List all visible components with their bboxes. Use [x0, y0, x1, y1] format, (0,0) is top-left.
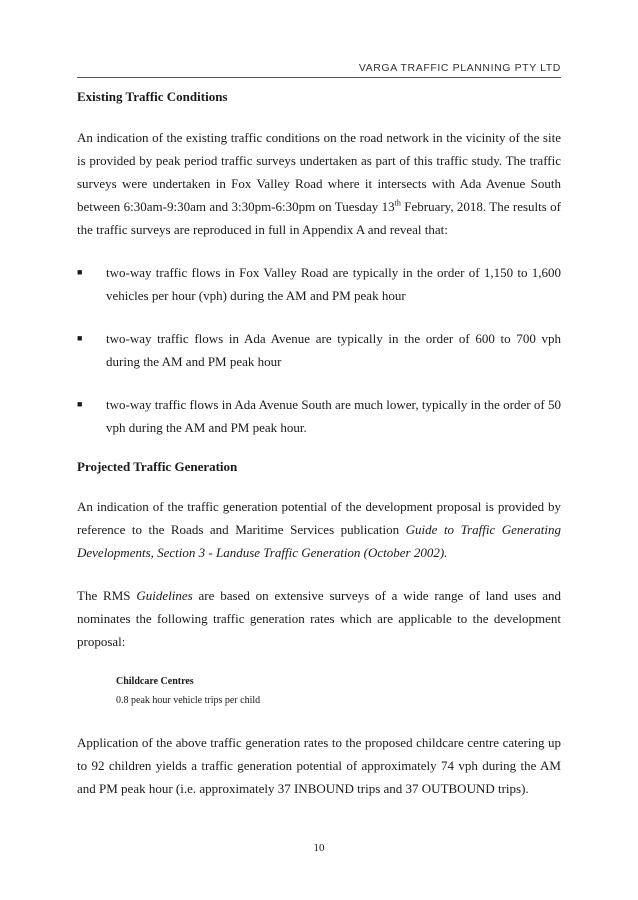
superscript-th: th: [394, 198, 401, 208]
list-item: [77, 393, 561, 439]
page-number: 10: [313, 842, 325, 854]
section-heading-projected-generation: Projected Traffic Generation: [77, 459, 238, 474]
list-item-text: two-way traffic flows in Ada Avenue are typically in the order of 600 to 700 vph during the AM and PM peak hour: [106, 331, 561, 369]
list-item: [77, 261, 561, 307]
page-content: [77, 88, 561, 800]
list-item-text: two-way traffic flows in Fox Valley Road are typically in the order of 1,150 to 1,600 vehicles per hour (vph) during the AM and PM peak hour: [106, 265, 561, 303]
publication-title: Guide to Traffic Generating Developments, Section 3 - Landuse Traffic Generation (October 2002).: [77, 522, 561, 560]
header-rule: [77, 77, 561, 78]
generation-rate-block: [77, 675, 561, 708]
paragraph-text: February, 2018. The results of the traffic surveys are reproduced in full in Appendix A and reveal that:: [77, 199, 561, 237]
paragraph-guidelines-reference: [77, 495, 561, 564]
paragraph-rms-guidelines: [77, 584, 561, 653]
bullet-icon: ■: [77, 333, 83, 343]
paragraph-text: An indication of the existing traffic conditions on the road network in the vicinity of the site is provided by peak period traffic surveys undertaken as part of this traffic study. The traffic surveys were undertaken in Fox Valley Road where it intersects with Ada Avenue South between 6:30am-9:30am and 3:30pm-6:30pm on Tuesday 13: [77, 130, 561, 214]
bullet-icon: ■: [77, 399, 83, 409]
section-heading-existing-traffic: Existing Traffic Conditions: [77, 89, 228, 104]
rate-category-title: Childcare Centres: [116, 676, 194, 687]
rate-value: 0.8 peak hour vehicle trips per child: [116, 695, 261, 706]
paragraph-text: An indication of the traffic generation potential of the development proposal is provided by reference to the Roads and Maritime Services publication: [77, 499, 561, 537]
traffic-flow-list: [77, 261, 561, 439]
paragraph-existing-traffic: [77, 126, 561, 241]
paragraph-generation-result: Application of the above traffic generation rates to the proposed childcare centre catering up to 92 children yields a traffic generation potential of approximately 74 vph during the AM and PM peak hour (i.e. approximately 37 INBOUND trips and 37 OUTBOUND trips).: [77, 735, 561, 796]
list-item-text: two-way traffic flows in Ada Avenue South are much lower, typically in the order of 50 vph during the AM and PM peak hour.: [106, 397, 561, 435]
paragraph-text: The RMS: [77, 588, 137, 603]
guidelines-italic: Guidelines: [136, 588, 193, 603]
list-item: [77, 327, 561, 373]
bullet-icon: ■: [77, 267, 83, 277]
document-header: VARGA TRAFFIC PLANNING PTY LTD: [358, 62, 561, 74]
paragraph-text: are based on extensive surveys of a wide range of land uses and nominates the following traffic generation rates which are applicable to the development proposal:: [77, 588, 562, 649]
